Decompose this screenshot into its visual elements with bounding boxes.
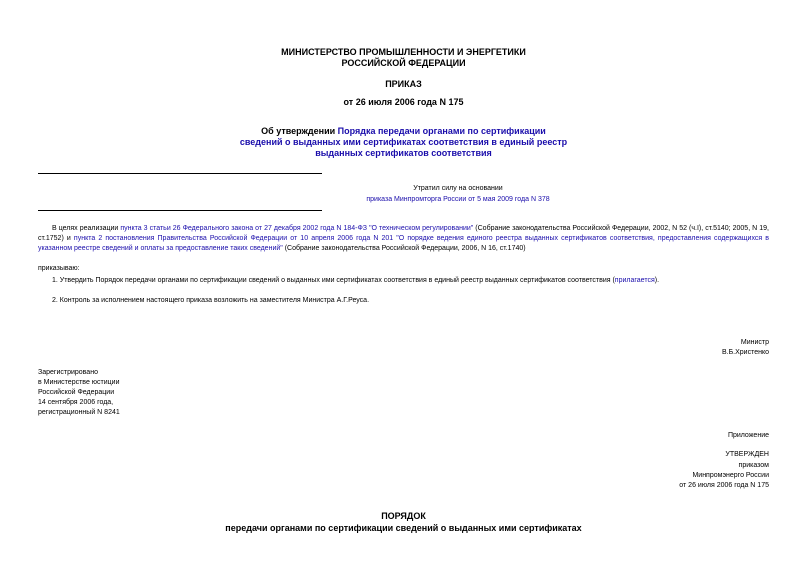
order-item-1-text: 1. Утвердить Порядок передачи органами по сертификации сведений о выданных ими сертификатах соответствия в единый реестр выданных сертификатов соответствия ( bbox=[52, 277, 615, 284]
registration-line-5: регистрационный N 8241 bbox=[38, 409, 120, 416]
order-item-1-end: ). bbox=[654, 277, 660, 284]
signature-name: В.Б.Христенко bbox=[721, 349, 769, 356]
order-item-2: 2. Контроль за исполнением настоящего приказа возложить на заместителя Министра А.Г.Реуса. bbox=[52, 297, 370, 304]
appendix-line-4: от 26 июля 2006 года N 175 bbox=[679, 482, 769, 489]
subject-link-line-1[interactable]: Порядка передачи органами по сертификации bbox=[337, 126, 546, 136]
top-rule bbox=[38, 173, 322, 174]
preamble-text-3: (Собрание законодательства Российской Федерации, 2006, N 16, ст.1740) bbox=[282, 245, 526, 252]
registration-line-1: Зарегистрировано bbox=[38, 369, 98, 376]
repeal-note: Утратил силу на основании bbox=[413, 185, 503, 192]
subject-prefix: Об утверждении bbox=[261, 126, 338, 136]
preamble-paragraph bbox=[38, 224, 769, 254]
ministry-line-2: РОССИЙСКОЙ ФЕДЕРАЦИИ bbox=[341, 58, 466, 68]
bottom-rule bbox=[38, 210, 322, 211]
signature-title: Министр bbox=[740, 339, 769, 346]
preamble-link-law[interactable]: пункта 3 статьи 26 Федерального закона от 27 декабря 2002 года N 184-ФЗ "О техническом регулировании" bbox=[120, 225, 474, 232]
appendix-label: Приложение bbox=[727, 432, 769, 439]
repeal-link[interactable]: приказа Минпромторга России от 5 мая 2009 года N 378 bbox=[366, 196, 550, 203]
appendix-line-3: Минпромэнерго России bbox=[692, 472, 769, 479]
order-word: приказываю: bbox=[38, 265, 80, 272]
subject-link-line-2[interactable]: сведений о выданных ими сертификатах соответствия в единый реестр bbox=[239, 137, 568, 147]
appendix-approved: УТВЕРЖДЕН bbox=[725, 451, 769, 458]
procedure-title: ПОРЯДОК bbox=[381, 511, 426, 521]
order-item-1 bbox=[52, 276, 769, 286]
registration-line-3: Российской Федерации bbox=[38, 389, 115, 396]
registration-line-4: 14 сентября 2006 года, bbox=[38, 399, 114, 406]
doc-date-number: от 26 июля 2006 года N 175 bbox=[343, 97, 464, 107]
appendix-line-2: приказом bbox=[738, 462, 769, 469]
preamble-link-resolution[interactable]: пункта 2 постановления Правительства Российской Федерации от 10 апреля 2006 года N 201 "О порядке ведения единого реестра выданных сертификатов соответствия, предоставления содержащихся в указанном реестре сведений и оплаты за предоставление таких сведений" bbox=[38, 235, 770, 252]
preamble-text-1: В целях реализации bbox=[52, 225, 121, 232]
doc-type: ПРИКАЗ bbox=[385, 79, 422, 89]
procedure-subtitle: передачи органами по сертификации сведений о выданных ими сертификатах bbox=[225, 523, 582, 533]
subject-link-line-3[interactable]: выданных сертификатов соответствия bbox=[315, 148, 492, 158]
order-item-1-link[interactable]: прилагается bbox=[614, 277, 655, 284]
registration-line-2: в Министерстве юстиции bbox=[38, 379, 120, 386]
preamble-text-2: (Собрание законодательства Российской Федерации, 2002, N 52 (ч.I), ст.5140; 2005, N 19, ст.1752) и bbox=[38, 225, 769, 242]
ministry-line-1: МИНИСТЕРСТВО ПРОМЫШЛЕННОСТИ И ЭНЕРГЕТИКИ bbox=[281, 47, 526, 57]
subject-line-1 bbox=[0, 126, 807, 137]
